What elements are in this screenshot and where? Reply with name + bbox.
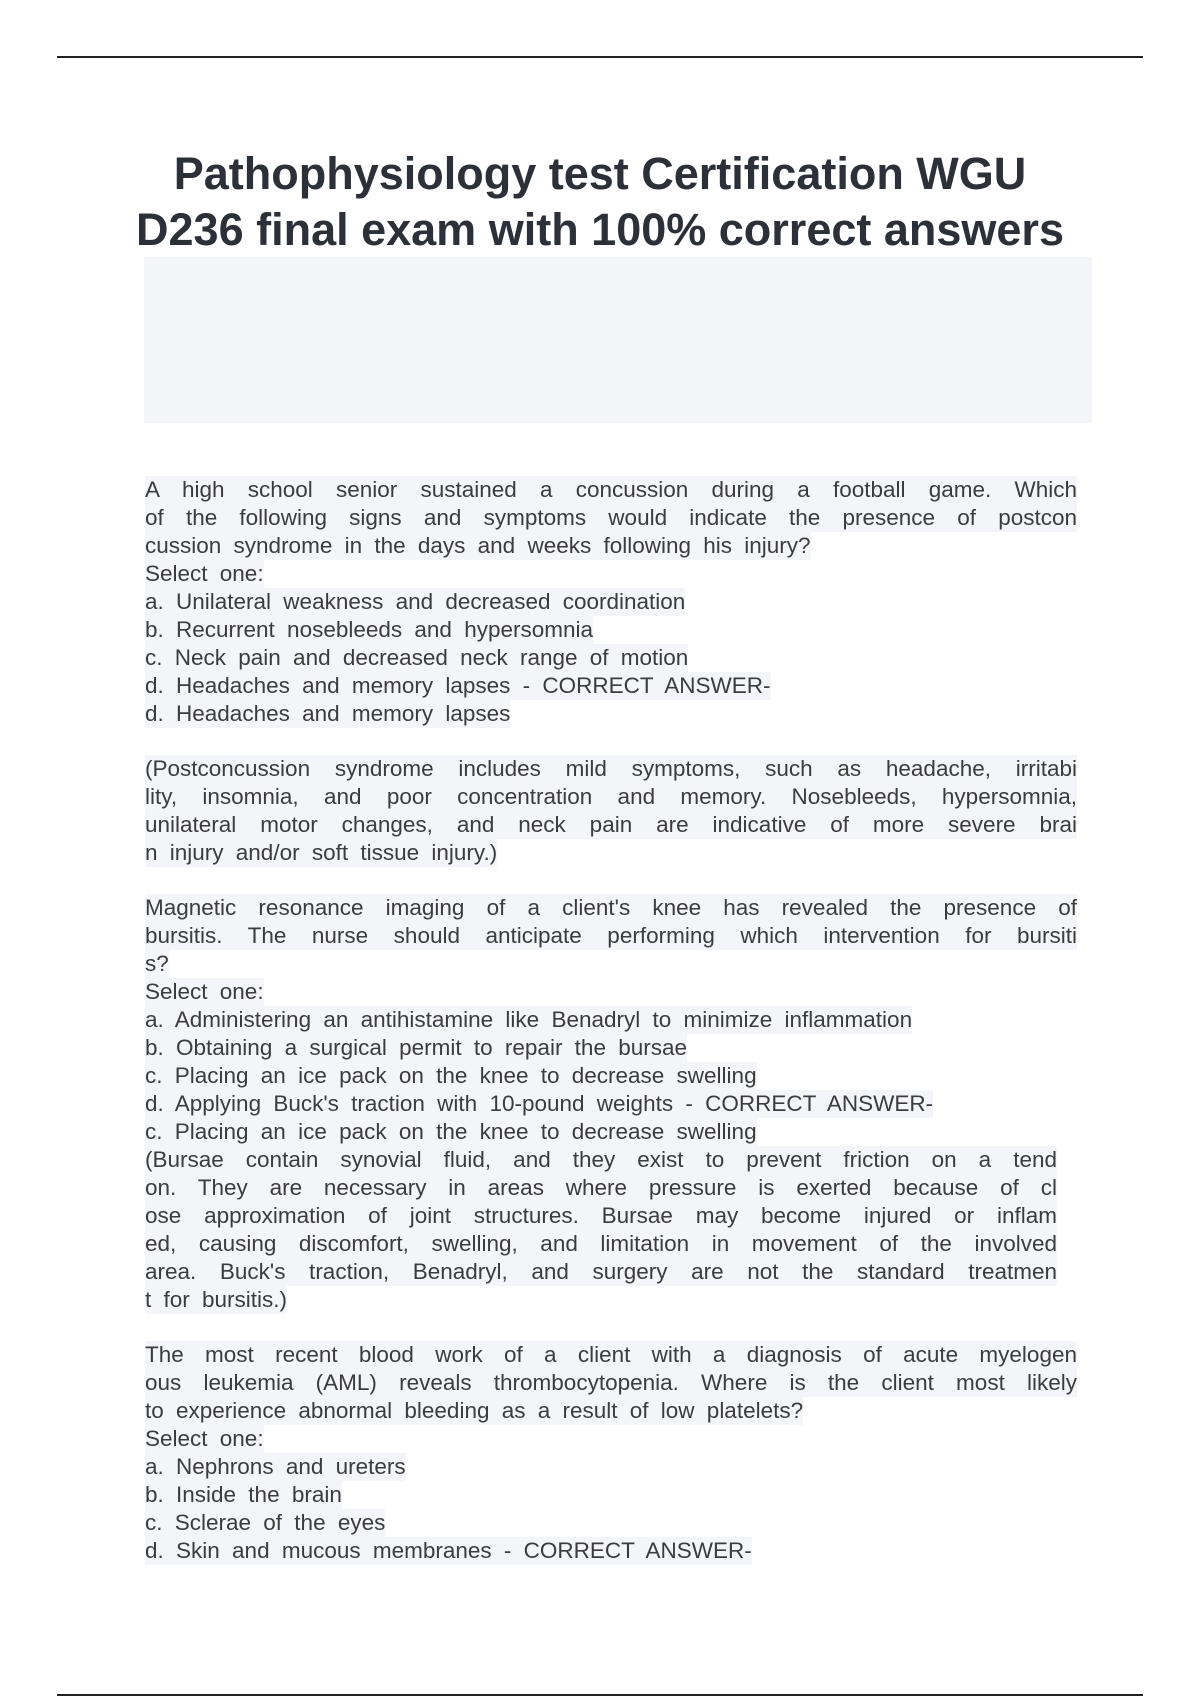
- question-3: [145, 1341, 1085, 1565]
- rationale-line: (Postconcussion syndrome includes mild symptoms, such as headache, irritabi: [145, 756, 1077, 781]
- document-body: [145, 476, 1085, 1565]
- question-stem-line: ous leukemia (AML) reveals thrombocytopenia. Where is the client most likely: [145, 1370, 1077, 1395]
- title-line-1: Pathophysiology test Certification WGU: [173, 148, 1027, 199]
- rationale-line: n injury and/or soft tissue injury.): [145, 840, 498, 865]
- question-1: [145, 476, 1085, 867]
- option-d: d. Headaches and memory lapses - CORRECT ANSWER-: [145, 673, 771, 698]
- select-one-label: Select one:: [145, 1426, 264, 1451]
- question-stem-line: The most recent blood work of a client with a diagnosis of acute myelogen: [145, 1342, 1077, 1367]
- bottom-rule: [57, 1694, 1143, 1696]
- question-2: [145, 894, 1085, 1314]
- option-a: a. Administering an antihistamine like Benadryl to minimize inflammation: [145, 1007, 913, 1032]
- option-b: b. Recurrent nosebleeds and hypersomnia: [145, 617, 594, 642]
- rationale-line: (Bursae contain synovial fluid, and they exist to prevent friction on a tend: [145, 1147, 1057, 1172]
- question-stem-line: of the following signs and symptoms would indicate the presence of postcon: [145, 505, 1077, 530]
- rationale-line: area. Buck's traction, Benadryl, and surgery are not the standard treatmen: [145, 1259, 1057, 1284]
- rationale-line: unilateral motor changes, and neck pain are indicative of more severe brai: [145, 812, 1077, 837]
- document-title: [60, 146, 1140, 258]
- blank-banner: [144, 257, 1092, 423]
- question-stem-line: A high school senior sustained a concussion during a football game. Which: [145, 477, 1077, 502]
- select-one-label: Select one:: [145, 979, 264, 1004]
- option-b: b. Obtaining a surgical permit to repair the bursae: [145, 1035, 688, 1060]
- option-a: a. Unilateral weakness and decreased coordination: [145, 589, 686, 614]
- option-c: c. Placing an ice pack on the knee to decrease swelling: [145, 1063, 757, 1088]
- option-c: c. Sclerae of the eyes: [145, 1510, 386, 1535]
- correct-answer: d. Headaches and memory lapses: [145, 701, 511, 726]
- correct-answer: c. Placing an ice pack on the knee to decrease swelling: [145, 1119, 757, 1144]
- option-a: a. Nephrons and ureters: [145, 1454, 406, 1479]
- option-c: c. Neck pain and decreased neck range of motion: [145, 645, 689, 670]
- title-line-2: D236 final exam with 100% correct answers: [136, 204, 1064, 255]
- select-one-label: Select one:: [145, 561, 264, 586]
- top-rule: [57, 56, 1143, 58]
- question-stem-line: to experience abnormal bleeding as a result of low platelets?: [145, 1398, 804, 1423]
- rationale-line: lity, insomnia, and poor concentration and memory. Nosebleeds, hypersomnia,: [145, 784, 1077, 809]
- option-b: b. Inside the brain: [145, 1482, 342, 1507]
- question-stem-line: s?: [145, 951, 169, 976]
- question-stem-line: cussion syndrome in the days and weeks following his injury?: [145, 533, 811, 558]
- rationale-line: ed, causing discomfort, swelling, and limitation in movement of the involved: [145, 1231, 1057, 1256]
- rationale-line: on. They are necessary in areas where pressure is exerted because of cl: [145, 1175, 1057, 1200]
- option-d: d. Applying Buck's traction with 10-pound weights - CORRECT ANSWER-: [145, 1091, 934, 1116]
- question-stem-line: Magnetic resonance imaging of a client's knee has revealed the presence of: [145, 895, 1077, 920]
- question-stem-line: bursitis. The nurse should anticipate performing which intervention for bursiti: [145, 923, 1077, 948]
- rationale-line: t for bursitis.): [145, 1287, 288, 1312]
- rationale-line: ose approximation of joint structures. Bursae may become injured or inflam: [145, 1203, 1057, 1228]
- option-d: d. Skin and mucous membranes - CORRECT ANSWER-: [145, 1538, 752, 1563]
